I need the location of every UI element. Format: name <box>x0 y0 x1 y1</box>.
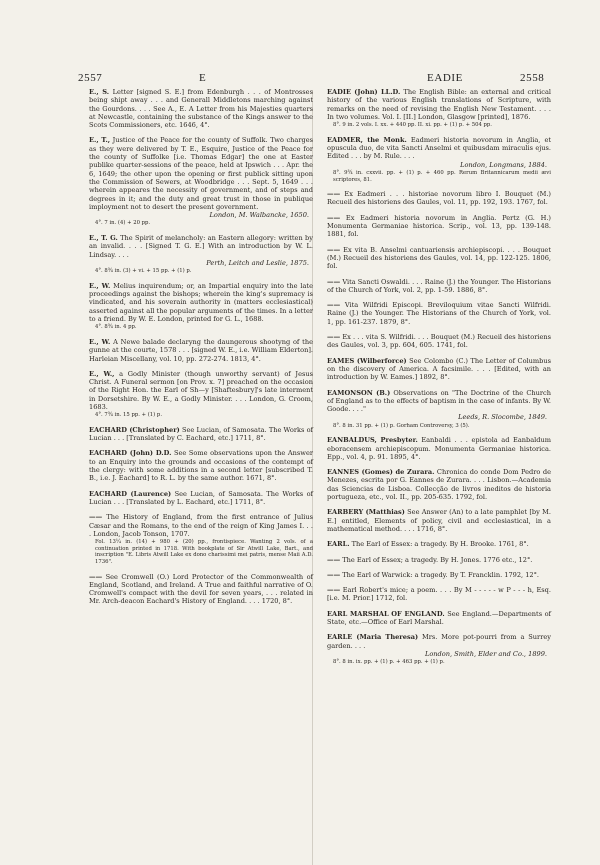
entry-body <box>327 389 551 414</box>
catalogue-entry <box>327 357 551 382</box>
right-column <box>327 88 551 673</box>
entry-imprint: Leeds, R. Slocombe, 1849. <box>458 413 547 422</box>
catalogue-entry <box>327 214 551 239</box>
entry-body <box>327 333 551 350</box>
entry-heading: E., W. <box>89 281 111 290</box>
entry-collation-note: 4°. 7 in. (4) + 20 pp. <box>95 220 151 227</box>
catalogue-entry <box>327 333 551 350</box>
entry-heading: —— <box>327 213 341 222</box>
catalogue-entry <box>89 426 313 443</box>
entry-body <box>327 436 551 461</box>
entry-heading: —— <box>327 555 341 564</box>
catalogue-entry <box>327 389 551 430</box>
entry-collation-note: 8°. 9 in. 2 vols. I. xx. + 440 pp. II. xi. pp. + (1) p. + 504 pp. <box>333 122 492 129</box>
entry-body <box>327 301 551 326</box>
entry-text: The Earl of Essex: a tragedy. By H. Brooke. 1761, 8°. <box>349 540 529 549</box>
entry-body <box>327 468 551 501</box>
entry-body <box>89 136 313 211</box>
entry-heading: EADMER, the Monk. <box>327 135 407 144</box>
entry-heading: E., T. G. <box>89 234 118 243</box>
catalogue-entry <box>89 234 313 275</box>
entry-heading: —— <box>327 277 341 286</box>
catalogue-entry <box>327 436 551 461</box>
entry-heading: EARBERY (Matthias) <box>327 508 405 517</box>
entry-body <box>89 88 313 129</box>
catalogue-entry <box>327 508 551 533</box>
entry-heading: EANBALDUS, Presbyter. <box>327 436 418 445</box>
catalogue-entry <box>327 246 551 271</box>
entry-text: Letter [signed S. E.] from Edenburgh . . . of Montrosses being shipt away . . . and Generall Middletons marching against the Gourdons. . . . See A., E. A Letter from his Majesties quarters at Newcastle, containing the substance of the Kings answer to the Scots Commissioners, etc. 1646, 4°. <box>89 88 313 130</box>
entry-heading: EADIE (John) LL.D. <box>327 88 401 96</box>
entry-heading: —— <box>327 245 341 254</box>
entry-heading: EARL MARSHAL OF ENGLAND. <box>327 609 445 618</box>
entry-text: See Answer (An) to a late pamphlet [by M. E.] entitled, Elements of policy, civil and ecclesiastical, in a mathematical method. . . . 1716, 8°. <box>327 508 551 533</box>
entry-text: The Spirit of melancholy: an Eastern allegory: written by an invalid. . . . [Signed T. G. E.] With an introduction by W. L. Lindsay. . . . <box>89 234 313 259</box>
catalogue-entry <box>89 282 313 331</box>
entry-collation-note: 8°. 8 in. 31 pp. + (1) p. Gorham Controversy, 3 (5). <box>333 422 470 429</box>
entry-imprint: London, Longmans, 1884. <box>460 160 547 169</box>
catalogue-entry <box>327 540 551 548</box>
entry-heading: E., W. <box>89 337 111 346</box>
catalogue-entry <box>89 88 313 129</box>
entry-heading: —— <box>327 333 341 342</box>
catalogue-entry <box>327 278 551 295</box>
catalogue-entry <box>89 338 313 363</box>
catalogue-entry <box>89 449 313 482</box>
right-page-number: 2558 <box>520 72 545 84</box>
entry-body <box>89 426 313 443</box>
left-column <box>89 88 313 613</box>
catalogue-entry <box>327 556 551 564</box>
catalogue-entry <box>327 301 551 326</box>
entry-body <box>327 610 551 627</box>
entry-imprint: Perth, Leitch and Leslie, 1875. <box>206 258 309 267</box>
entry-body <box>327 633 551 650</box>
entry-body <box>89 513 313 538</box>
entry-text: See Cromwell (O.) Lord Protector of the Commonwealth of England, Scotland, and Ireland. A True and faithful narrative of O. Cromwell's compact with the devil for seven years, . . . related in Mr. Arch-deacon Eachard's History of England. . . . 1720, 8°. <box>89 572 313 606</box>
entry-body <box>327 571 551 579</box>
entry-body <box>89 234 313 259</box>
entry-text: Earl Robert's mice; a poem. . . . By M - - - - - w P - - - h, Esq. [i.e. M. Prior.] 1712, fol. <box>327 586 551 603</box>
catalogue-entry <box>327 190 551 207</box>
entry-text: The English Bible: an external and critical history of the various English translations of Scripture, with remarks on the need of revising the English New Testament. . . . In two volumes. Vol. I. [II.] London, Glasgow [printed], 1876. <box>327 88 551 121</box>
catalogue-entry <box>89 370 313 419</box>
entry-heading: EARLE (Maria Theresa) <box>327 633 419 642</box>
entry-heading: —— <box>327 301 341 310</box>
entry-body <box>327 278 551 295</box>
entry-text: See England.—Departments of State, etc.—Office of Earl Marshal. <box>327 609 551 627</box>
entry-collation-note: 4°. 7¾ in. 15 pp. + (1) p. <box>95 412 163 419</box>
catalogue-entry <box>327 571 551 579</box>
entry-body <box>327 214 551 239</box>
entry-heading: —— <box>327 190 341 199</box>
entry-text: See Lucian, of Samosata. The Works of Lucian . . . [Translated by C. Eachard, etc.] 1711, 8°. <box>89 425 313 443</box>
entry-text: Ex vita B. Anselmi cantuariensis archiepiscopi. . . . Bouquet (M.) Recueil des historiens des Gaules, vol. 14, pp. 122-125. 1806, fol. <box>327 245 551 271</box>
entry-text: Ex Eadmeri . . . historiae novorum libro I. Bouquet (M.) Recueil des historiens des Gaules, vol. 11, pp. 192, 193. 1767, fol. <box>327 190 551 207</box>
catalogue-entry <box>327 468 551 501</box>
entry-heading: E., S. <box>89 88 110 96</box>
entry-text: Observations on "The Doctrine of the Church of England as to the effects of baptism in the case of infants. By W. Goode. . . ." <box>327 388 551 414</box>
catalogue-entry <box>89 136 313 227</box>
entry-heading: EANNES (Gomes) de Zurara. <box>327 468 435 477</box>
entry-collation-note: 8°. 8 in. ix. pp. + (1) p. + 463 pp. + (1) p. <box>333 659 445 666</box>
entry-text: The Earl of Essex; a tragedy. By H. Jones. 1776 etc., 12°. <box>340 555 533 564</box>
entry-text: Vita Sancti Oswaldi. . . . Raine (J.) the Younger. The Historians of the Church of York, vol. 2, pp. 1-59. 1886, 8°. <box>327 277 551 294</box>
entry-body <box>327 540 551 548</box>
entry-heading: EACHARD (Laurence) <box>89 489 172 498</box>
entry-text: Melius inquirendum; or, an Impartial enquiry into the late proceedings against the bishops; wherein the king's supremacy is vindicated, and his soverain authority in (matters ecclesiastical) asserted against all the popular arguments of the times. In a letter to a friend. By W. E. London, printed for G. L., 1688. <box>89 281 313 324</box>
entry-heading: E., W., <box>89 369 115 378</box>
entry-body <box>89 370 313 411</box>
entry-text: Ex . . . vita S. Wilfridi. . . . Bouquet (M.) Recueil des historiens des Gaules, vol. 3, pp. 604, 605. 1741, fol. <box>327 333 551 350</box>
entry-text: The Earl of Warwick: a tragedy. By T. Francklin. 1792, 12°. <box>340 570 540 579</box>
entry-body <box>327 586 551 603</box>
entry-heading: E., T., <box>89 136 111 145</box>
entry-body <box>327 508 551 533</box>
left-running-head: E <box>199 72 207 84</box>
entry-collation-note: 4°. 8¾ in. (3) + vi. + 15 pp. + (1) p. <box>95 268 192 275</box>
entry-heading: EARL. <box>327 540 350 549</box>
entry-heading: —— <box>327 586 341 595</box>
entry-body <box>327 88 551 121</box>
entry-text: Eanbaldi . . . epistola ad Eanbaldum eboracensem archiepiscopum. Monumenta Germaniae historica. Epp., vol. 4, p. 91. 1895, 4°. <box>327 436 551 461</box>
entry-heading: EAMES (Wilberforce) <box>327 356 407 365</box>
entry-collation-note: 4°. 8¾ in. 4 pp. <box>95 324 137 331</box>
entry-collation-note: Fol. 13¼ in. (14) + 980 + (20) pp., frontispiece. Wanting 2 vols. of a continuation printed in 1718. With bookplate of Sir Atwill Lake, Bart., and inscription "E. Libris Atwill Lake ex dono charissimi mei patris, mense Maii A.D. 1736". <box>95 539 313 565</box>
entry-body <box>327 357 551 382</box>
entry-text: Justice of the Peace for the county of Suffolk. Two charges as they were delivered by T. E., Esquire, Justice of the Peace for the county of Suffolke [i.e. Thomas Edgar] the one at Easter publike quarter-sessions of the peace, held at Ipswich . . . Apr. the 6, 1649; the other upon the opening or first publick sitting upon the Commission of Sewers, at Woodbridge . . . Sept. 5, 1649 . . . wherein appeares the necessity of government, and of steps and degrees in it; and the duty and great trust in those in publique imployment not to desert the present government. <box>89 136 314 211</box>
left-page-number: 2557 <box>78 72 103 84</box>
entry-body <box>89 573 313 606</box>
entry-heading: EACHARD (Christopher) <box>89 425 180 434</box>
entry-heading: EAMONSON (B.) <box>327 388 391 397</box>
right-running-head: EADIE <box>427 72 463 84</box>
entry-body <box>327 136 551 161</box>
catalogue-entry <box>327 586 551 603</box>
entry-text: See Some observations upon the Answer to an Enquiry into the grounds and occasions of the contempt of the clergy: with some additions in a second letter [subscribed T. B., i.e. J. Eachard] to R. L. by the same author. 1671, 8°. <box>89 449 313 483</box>
entry-text: A Newe balade declaryng the daungerous shootyng of the gunne at the courte, 1578 . . . [signed W. E., i.e. William Elderton]. Harleian Miscellany, vol. 10, pp. 272-274. 1813, 4°. <box>89 337 313 363</box>
entry-body <box>327 556 551 564</box>
entry-text: Vita Wilfridi Episcopi. Breviloquium vitae Sancti Wilfridi. Raine (J.) the Younger. The Historians of the Church of York, vol. 1, pp. 161-237. 1879, 8°. <box>327 301 551 326</box>
catalogue-entry <box>327 610 551 627</box>
catalogue-entry <box>327 633 551 665</box>
entry-body <box>327 190 551 207</box>
entry-text: See Lucian, of Samosata. The Works of Lucian . . . [Translated by L. Eachard, etc.] 1711, 8°. <box>89 489 313 506</box>
entry-body <box>89 449 313 482</box>
catalogue-entry <box>89 573 313 606</box>
entry-heading: —— <box>89 572 103 581</box>
catalogue-entry <box>89 513 313 565</box>
entry-text: See Colombo (C.) The Letter of Columbus on the discovery of America. A facsimile. . . . [Edited, with an introduction by W. Eames.] 1892, 8°. <box>327 356 551 382</box>
entry-heading: —— <box>327 570 341 579</box>
entry-heading: —— <box>89 513 103 522</box>
entry-text: Ex Eadmeri historia novorum in Anglia. Pertz (G. H.) Monumenta Germaniae historica. Scrip., vol. 13, pp. 139-148. 1881, fol. <box>327 213 551 239</box>
entry-body <box>327 246 551 271</box>
catalogue-entry <box>89 490 313 507</box>
entry-body <box>89 490 313 507</box>
entry-imprint: London, M. Walbancke, 1650. <box>209 211 309 220</box>
catalogue-entry <box>327 136 551 183</box>
entry-text: Mrs. More pot-pourri from a Surrey garden. . . . <box>327 633 551 650</box>
entry-body <box>89 338 313 363</box>
entry-text: Eadmeri historia novorum in Anglia, et opuscula duo, de vita Sancti Anselmi et quibusdam miraculis ejus. Edited . . . by M. Rule. . . . <box>327 135 551 161</box>
catalogue-entry <box>327 88 551 129</box>
entry-heading: EACHARD (John) D.D. <box>89 449 172 458</box>
entry-collation-note: 8°. 9¾ in. cxxvii. pp. + (1) p. + 460 pp. Rerum Britannicarum medii ævi scriptores, 81. <box>333 169 551 183</box>
entry-text: Chronica do conde Dom Pedro de Menezes, escrita por G. Eannes de Zurara. . . . Lisbon.—Academia das Sciencias de Lisboa. Collecção de livros ineditos de historia portugueza, etc., vol. II., pp. 205-635. 1792, fol. <box>327 468 551 502</box>
entry-text: a Godly Minister (though unworthy servant) of Jesus Christ. A Funeral sermon [on Prov. x. 7] preached on the occasion of the Right Hon. the Earl of Sh—y [Shaftesbury]'s late interment in Dorsetshire. By W. E., a Godly Minister. . . . London, G. Croom, 1683. <box>89 369 313 411</box>
entry-body <box>89 282 313 323</box>
entry-imprint: London, Smith, Elder and Co., 1899. <box>424 649 547 658</box>
entry-text: The History of England, from the first entrance of Julius Cæsar and the Romans, to the end of the reign of King James I. . . . London, Jacob Tonson, 1707. <box>89 513 313 538</box>
